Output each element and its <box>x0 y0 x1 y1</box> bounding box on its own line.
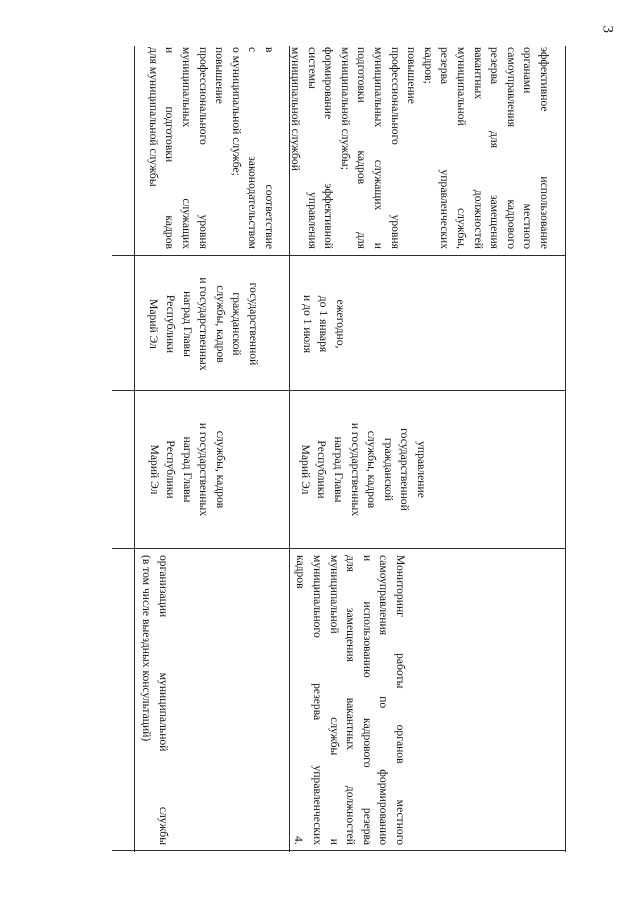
text-line: наград Главы <box>332 436 346 503</box>
text-line: формирование эффективной <box>322 47 336 249</box>
text-line: и государственных <box>197 422 211 517</box>
text-line: гражданской <box>381 437 395 502</box>
text-line: повышение <box>213 47 227 104</box>
text-line: с законодательством <box>246 47 260 249</box>
text-line: о муниципальной службе; <box>229 47 243 176</box>
text-line: Марий Эл <box>298 444 312 495</box>
text-line: системы управления <box>305 47 319 249</box>
row3-measure <box>138 555 171 845</box>
table-border-top <box>134 46 135 852</box>
text-line: резерва для замещения <box>488 47 502 249</box>
text-line: ежегодно, <box>334 299 347 349</box>
text-line: органами местного <box>521 47 535 249</box>
text-line: кадров; <box>421 47 435 84</box>
text-line: муниципальной службы и <box>327 555 341 845</box>
text-line: наград Главы <box>180 436 194 503</box>
text-line: гражданской <box>230 292 244 356</box>
page-number: 3 <box>599 25 616 33</box>
text-line: самоуправления кадрового <box>504 47 518 249</box>
text-line: Марий Эл <box>147 444 161 495</box>
text-line: и использованию кадрового резерва <box>360 555 374 845</box>
text-line: Республики <box>315 440 329 499</box>
row4-responsible <box>296 397 429 542</box>
row3-result <box>144 47 277 249</box>
row4-measure <box>292 555 408 845</box>
text-line: Республики <box>164 294 178 354</box>
text-line: муниципальной службой <box>289 47 303 171</box>
text-line: (в том числе выездных консультаций) <box>140 555 154 742</box>
text-line: службы, кадров <box>214 430 227 509</box>
text-line: организации муниципальной службы <box>157 555 170 845</box>
row4-deadline <box>298 260 348 388</box>
text-line: Мониторинг работы органов местного <box>394 555 407 845</box>
column-divider-deadline <box>112 255 566 256</box>
text-line: муниципальных служащих <box>180 47 194 249</box>
row3-deadline <box>145 260 261 388</box>
text-line: эффективное использование <box>538 47 551 249</box>
row3-responsible <box>145 397 228 542</box>
text-line: до 1 января <box>317 295 331 353</box>
column-divider-responsible <box>112 390 566 391</box>
text-line: службы, кадров <box>365 430 379 509</box>
text-line: в соответствие <box>263 47 276 249</box>
text-line: для муниципальной службы <box>146 47 160 187</box>
text-line: государственной <box>247 282 260 366</box>
text-line: вакантных должностей <box>471 47 485 249</box>
text-line: кадров <box>294 555 308 589</box>
text-line: управление <box>415 441 428 498</box>
text-line: и подготовки кадров <box>163 47 177 249</box>
text-line: и до 1 июля <box>300 294 314 354</box>
text-line: Республики <box>164 440 178 499</box>
text-line: Марий Эл <box>147 299 161 349</box>
text-line: муниципального резерва управленческих <box>311 555 325 845</box>
text-line: и государственных <box>197 277 211 371</box>
text-line: самоуправления по формированию <box>377 555 391 845</box>
text-line: муниципальной службы, <box>455 47 469 249</box>
text-line: резерва управленческих <box>438 47 452 249</box>
text-line: службы, кадров <box>213 285 227 363</box>
text-line: муниципальной службы; <box>338 47 352 170</box>
text-line: повышение <box>405 47 419 104</box>
row-number: 4. <box>292 836 305 845</box>
row4-result <box>287 47 553 249</box>
text-line: наград Главы <box>180 291 194 357</box>
text-line: и государственных <box>348 422 362 517</box>
text-line: профессионального уровня <box>388 47 402 249</box>
table-border-bottom <box>565 46 566 852</box>
text-line: государственной <box>398 428 412 511</box>
column-divider-number <box>112 850 566 851</box>
column-divider-measure <box>112 548 566 549</box>
text-line: для замещения вакантных должностей <box>344 555 358 845</box>
text-line: подготовки кадров для <box>355 47 369 249</box>
text-line: профессионального уровня <box>196 47 210 249</box>
text-line: муниципальных служащих и <box>372 47 386 249</box>
